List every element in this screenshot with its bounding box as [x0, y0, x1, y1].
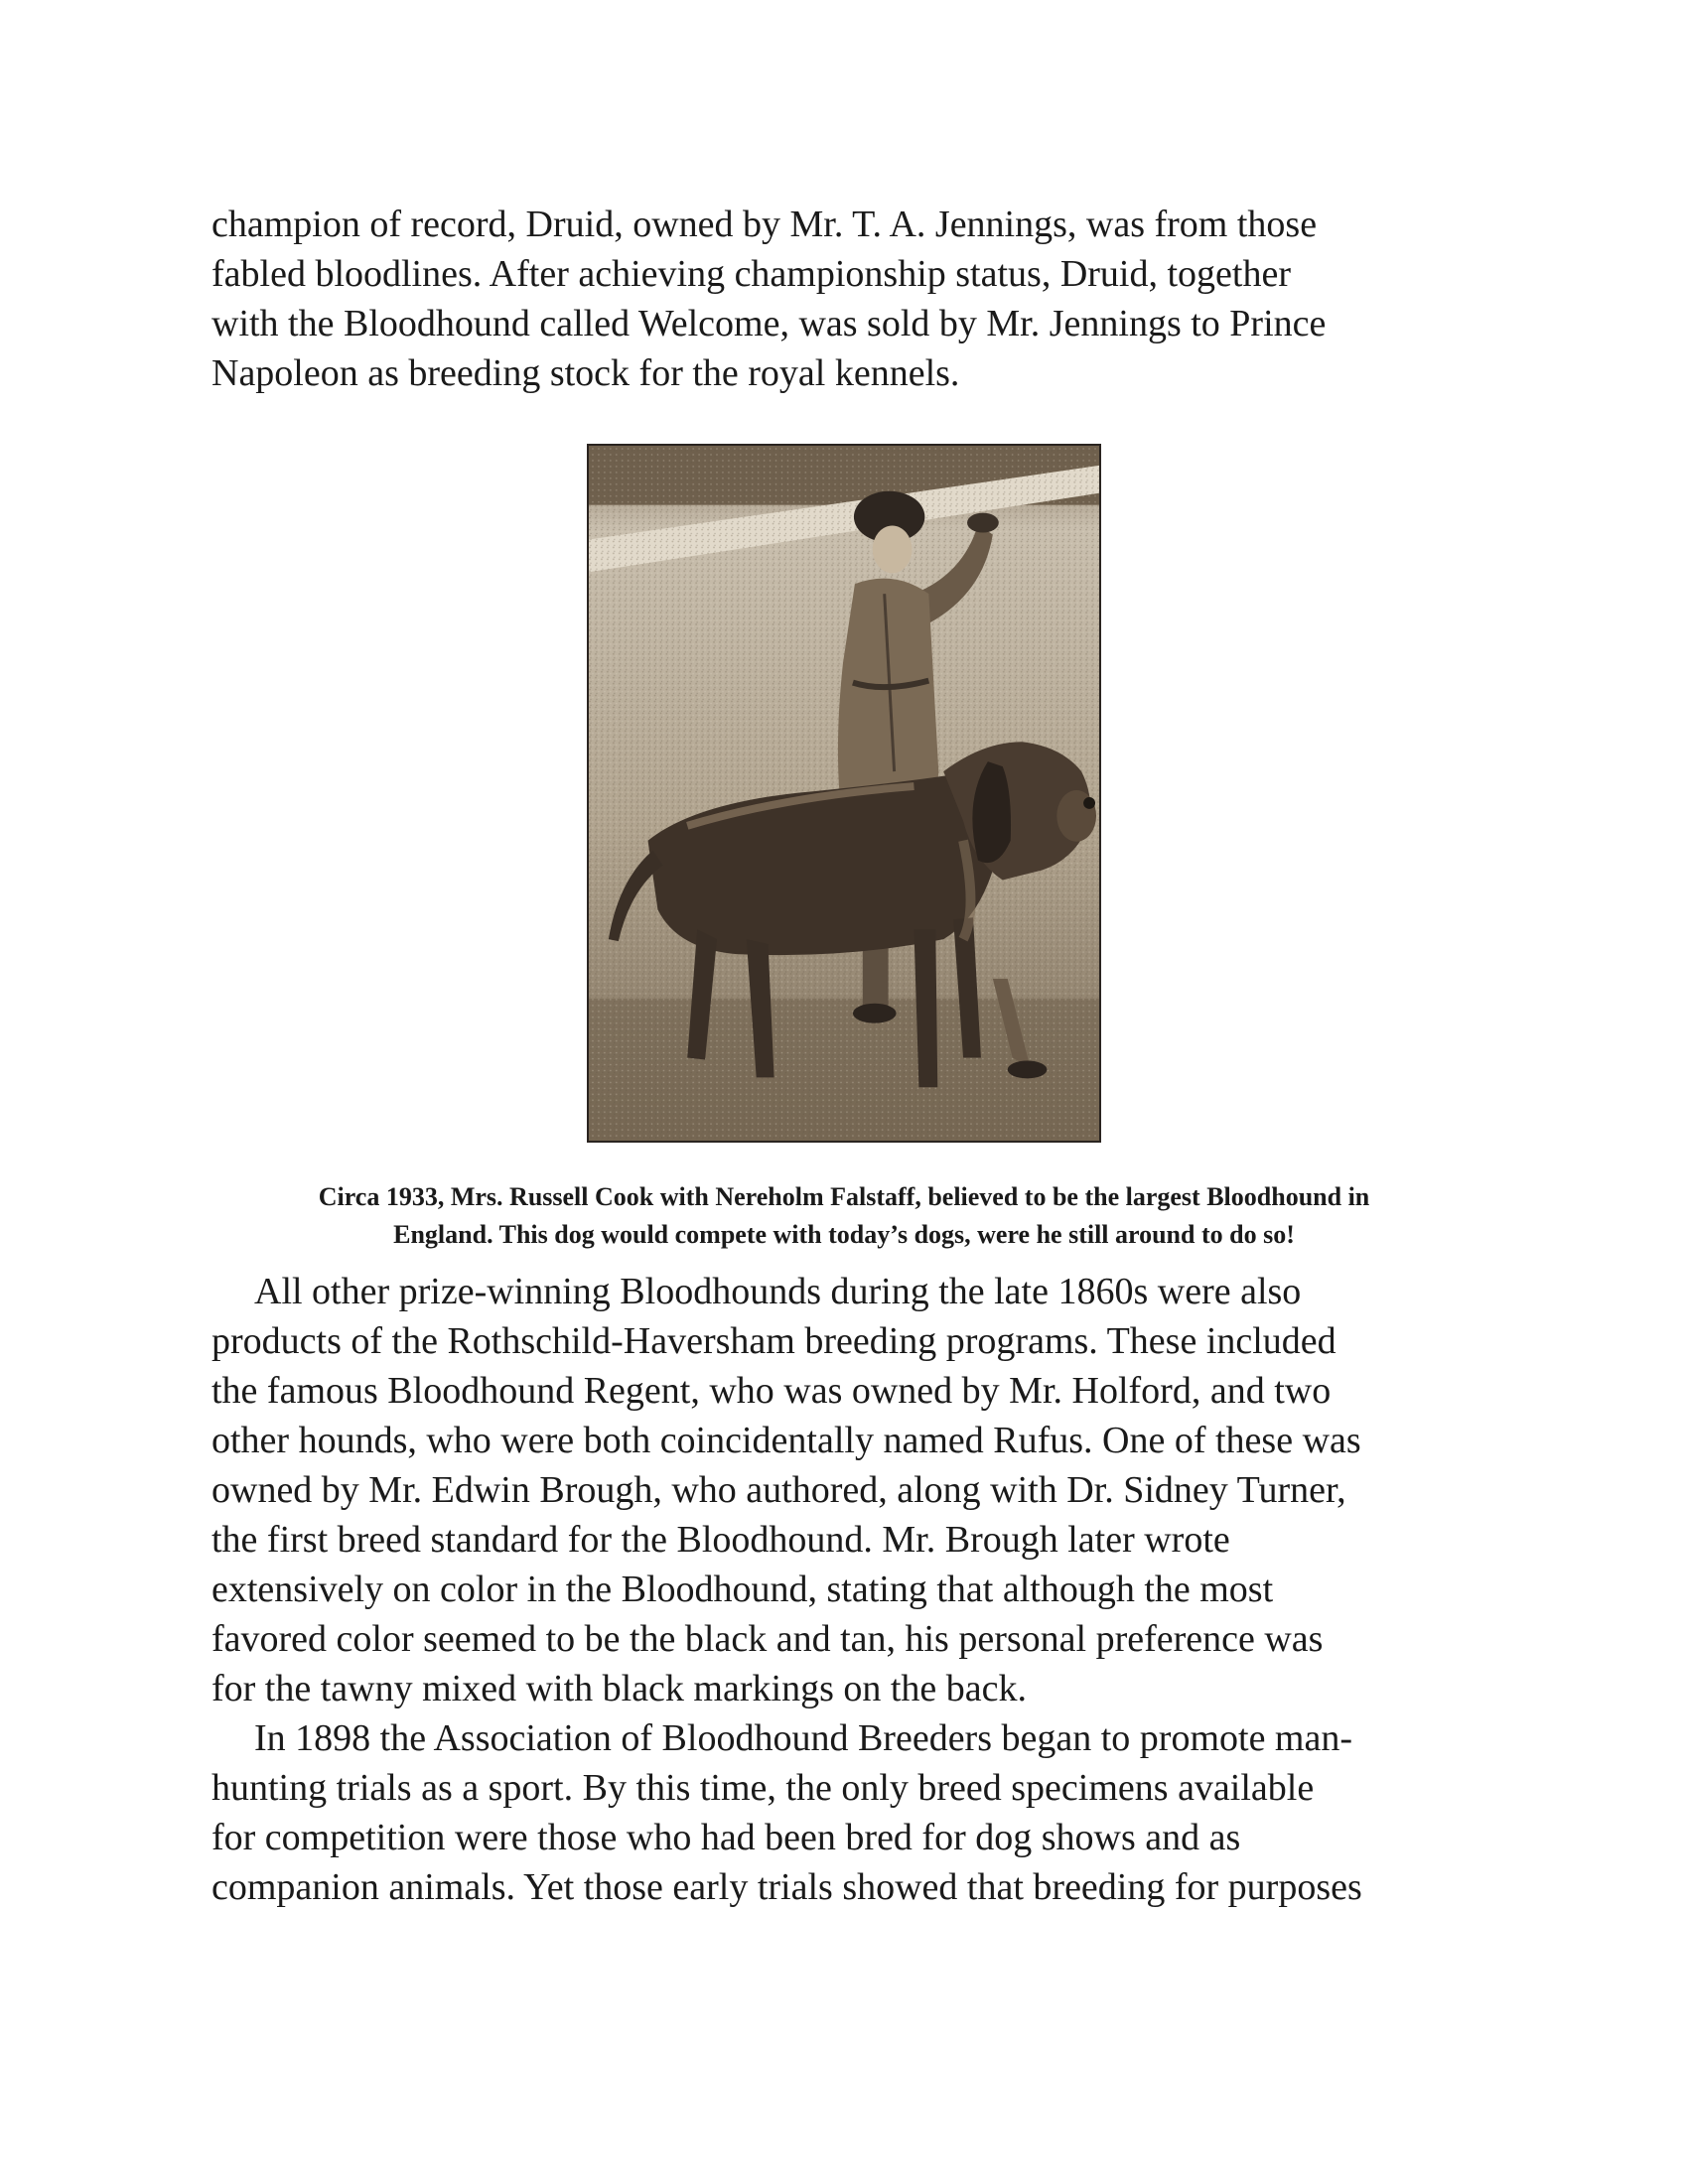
text-line: extensively on color in the Bloodhound, stating that although the most — [211, 1569, 1274, 1610]
text-line: for competition were those who had been bred for dog shows and as — [211, 1817, 1241, 1858]
text-line: with the Bloodhound called Welcome, was sold by Mr. Jennings to Prince — [211, 303, 1327, 344]
text-line: In 1898 the Association of Bloodhound Breeders began to promote man- — [254, 1717, 1353, 1759]
text-line: hunting trials as a sport. By this time, the only breed specimens available — [211, 1767, 1315, 1809]
text-line: the famous Bloodhound Regent, who was owned by Mr. Holford, and two — [211, 1370, 1332, 1412]
text-line: for the tawny mixed with black markings on the back. — [211, 1668, 1028, 1709]
text-line: fabled bloodlines. After achieving championship status, Druid, together — [211, 253, 1291, 295]
text-line: owned by Mr. Edwin Brough, who authored, along with Dr. Sidney Turner, — [211, 1469, 1346, 1511]
text-line: champion of record, Druid, owned by Mr. T. A. Jennings, was from those — [211, 204, 1318, 245]
text-line: other hounds, who were both coincidentally named Rufus. One of these was — [211, 1420, 1361, 1461]
text-line: companion animals. Yet those early trials showed that breeding for purposes — [211, 1866, 1362, 1908]
text-line: favored color seemed to be the black and tan, his personal preference was — [211, 1618, 1324, 1660]
text-line: products of the Rothschild-Haversham breeding programs. These included — [211, 1320, 1336, 1362]
photo-bloodhound-with-owner — [587, 444, 1101, 1143]
text-line: Napoleon as breeding stock for the royal kennels. — [211, 352, 960, 394]
text-line: the first breed standard for the Bloodhound. Mr. Brough later wrote — [211, 1519, 1230, 1561]
sepia-photo — [589, 446, 1099, 1141]
caption-line: Circa 1933, Mrs. Russell Cook with Nereholm Falstaff, believed to be the largest Bloodhound in — [318, 1182, 1370, 1211]
text-line: All other prize-winning Bloodhounds during the late 1860s were also — [254, 1271, 1302, 1312]
caption-line: England. This dog would compete with today’s dogs, were he still around to do so! — [393, 1220, 1295, 1249]
